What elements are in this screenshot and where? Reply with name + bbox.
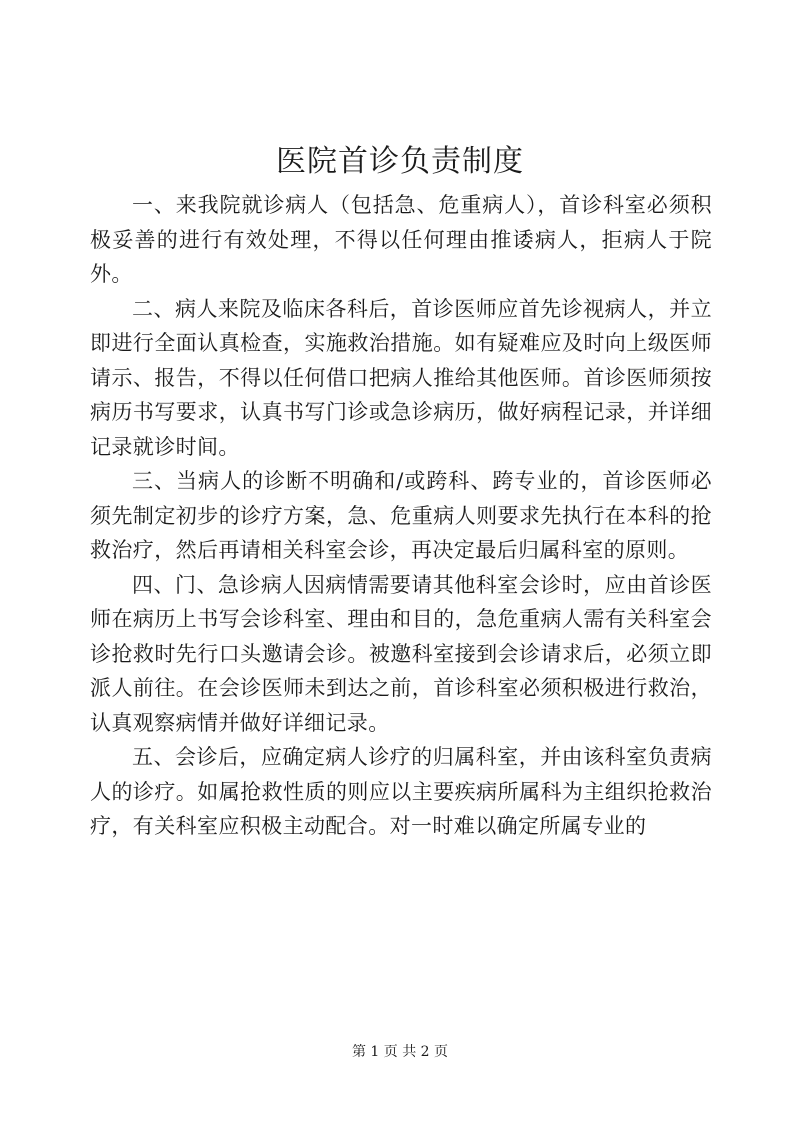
document-title: 医院首诊负责制度	[276, 144, 524, 179]
paragraph-2: 二、病人来院及临床各科后，首诊医师应首先诊视病人，并立即进行全面认真检查，实施救治措施。如有疑难应及时向上级医师请示、报告，不得以任何借口把病人推给其他医师。首诊医师须按病历书写要求，认真书写门诊或急诊病历，做好病程记录，并详细记录就诊时间。	[90, 296, 712, 459]
paragraph-4: 四、门、急诊病人因病情需要请其他科室会诊时，应由首诊医师在病历上书写会诊科室、理由和目的，急危重病人需有关科室会诊抢救时先行口头邀请会诊。被邀科室接到会诊请求后，必须立即派人前往。在会诊医师未到达之前，首诊科室必须积极进行救治，认真观察病情并做好详细记录。	[90, 572, 712, 735]
page-number-footer: 第 1 页 共 2 页	[351, 1044, 449, 1060]
document-body	[90, 188, 712, 844]
paragraph-1: 一、来我院就诊病人（包括急、危重病人），首诊科室必须积极妥善的进行有效处理，不得以任何理由推诿病人，拒病人于院外。	[90, 193, 712, 286]
paragraph-3: 三、当病人的诊断不明确和/或跨科、跨专业的，首诊医师必须先制定初步的诊疗方案，急、危重病人则要求先执行在本科的抢救治疗，然后再请相关科室会诊，再决定最后归属科室的原则。	[90, 469, 712, 562]
paragraph-5: 五、会诊后，应确定病人诊疗的归属科室，并由该科室负责病人的诊疗。如属抢救性质的则应以主要疾病所属科为主组织抢救治疗，有关科室应积极主动配合。对一时难以确定所属专业的	[90, 745, 712, 838]
